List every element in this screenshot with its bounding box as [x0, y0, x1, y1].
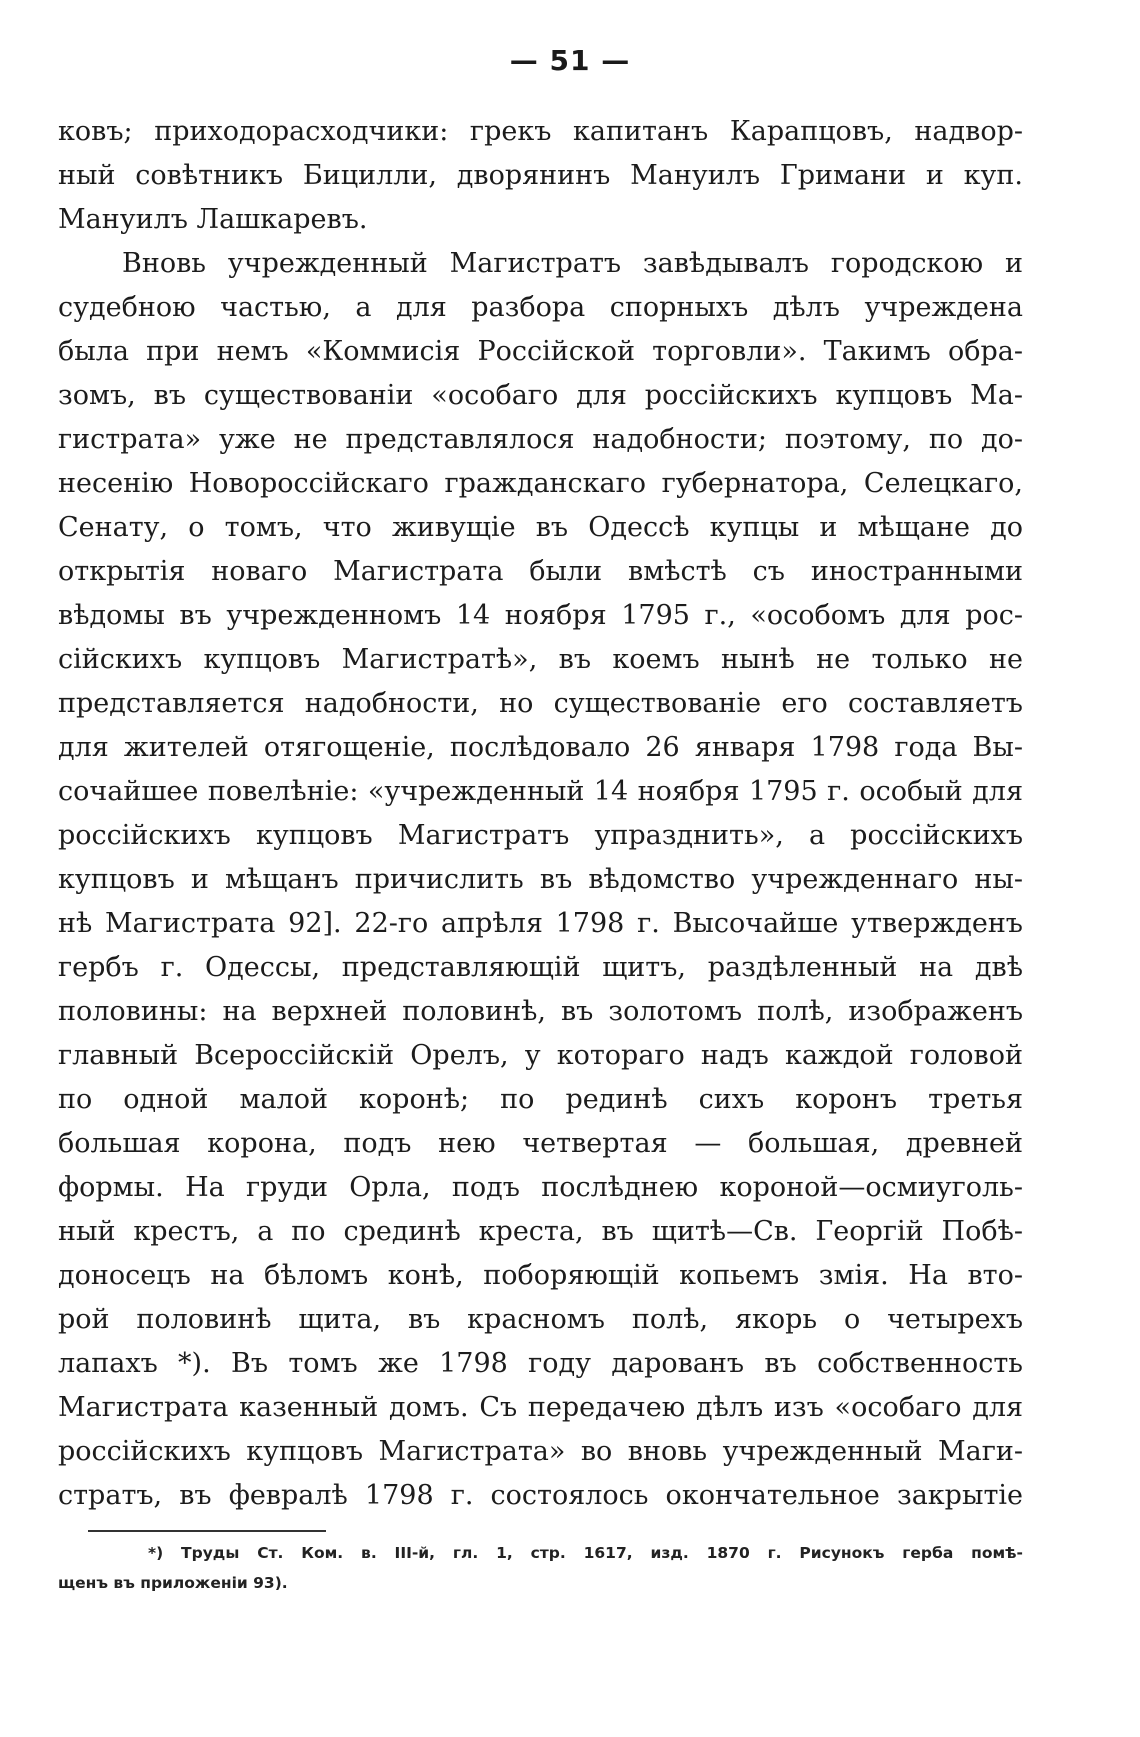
- text-line: ный совѣтникъ Бицилли, дворянинъ Мануилъ Гримани и куп.: [58, 160, 1023, 191]
- paragraph-first-line: Вновь учрежденный Магистратъ завѣдывалъ городскою и: [122, 248, 1023, 279]
- text-line: зомъ, въ существованіи «особаго для россійскихъ купцовъ Ма-: [58, 380, 1023, 411]
- text-line: главный Всероссійскій Орелъ, у котораго надъ каждой головой: [58, 1040, 1023, 1071]
- text-line: ковъ; приходорасходчики: грекъ капитанъ Карапцовъ, надвор-: [58, 116, 1023, 147]
- text-line: для жителей отягощеніе, послѣдовало 26 января 1798 года Вы-: [58, 732, 1023, 763]
- text-line: доносецъ на бѣломъ конѣ, поборяющій копьемъ змія. На вто-: [58, 1260, 1023, 1291]
- text-line: россійскихъ купцовъ Магистратъ упразднить», а россійскихъ: [58, 820, 1023, 851]
- text-line: гербъ г. Одессы, представляющій щитъ, раздѣленный на двѣ: [58, 952, 1023, 983]
- body-text: [58, 110, 1023, 1518]
- text-line: гистрата» уже не представлялося надобности; поэтому, по до-: [58, 424, 1023, 455]
- text-line: рой половинѣ щита, въ красномъ полѣ, якорь о четырехъ: [58, 1304, 1023, 1335]
- text-line: вѣдомы въ учрежденномъ 14 ноября 1795 г., «особомъ для рос-: [58, 600, 1023, 631]
- text-line: Магистрата казенный домъ. Съ передачею дѣлъ изъ «особаго для: [58, 1392, 1023, 1423]
- text-line: Мануилъ Лашкаревъ.: [58, 204, 368, 235]
- text-line: половины: на верхней половинѣ, въ золотомъ полѣ, изображенъ: [58, 996, 1023, 1027]
- text-line: представляется надобности, но существованіе его составляетъ: [58, 688, 1023, 719]
- text-line: ный крестъ, а по срединѣ креста, въ щитѣ—Св. Георгій Побѣ-: [58, 1216, 1023, 1247]
- text-line: судебною частью, а для разбора спорныхъ дѣлъ учреждена: [58, 292, 1023, 323]
- text-line: формы. На груди Орла, подъ послѣднею короной—осмиуголь-: [58, 1172, 1023, 1203]
- footnote-line: щенъ въ приложеніи 93).: [58, 1574, 288, 1592]
- footnote: [58, 1538, 1023, 1598]
- text-line: по одной малой коронѣ; по рединѣ сихъ коронъ третья: [58, 1084, 1023, 1115]
- text-line: лапахъ *). Въ томъ же 1798 году дарованъ въ собственность: [58, 1348, 1023, 1379]
- text-line: Сенату, о томъ, что живущіе въ Одессѣ купцы и мѣщане до: [58, 512, 1023, 543]
- text-line: купцовъ и мѣщанъ причислить въ вѣдомство учрежденнаго ны-: [58, 864, 1023, 895]
- text-line: стратъ, въ февралѣ 1798 г. состоялось окончательное закрытіе: [58, 1480, 1023, 1511]
- text-line: несенію Новороссійскаго гражданскаго губернатора, Селецкаго,: [58, 468, 1023, 499]
- text-line: сочайшее повелѣніе: «учрежденный 14 ноября 1795 г. особый для: [58, 776, 1023, 807]
- text-line: нѣ Магистрата 92]. 22-го апрѣля 1798 г. Высочайше утвержденъ: [58, 908, 1023, 939]
- text-line: сійскихъ купцовъ Магистратѣ», въ коемъ нынѣ не только не: [58, 644, 1023, 675]
- text-line: была при немъ «Коммисія Россійской торговли». Такимъ обра-: [58, 336, 1023, 367]
- footnote-divider: [88, 1530, 326, 1532]
- text-line: открытія новаго Магистрата были вмѣстѣ съ иностранными: [58, 556, 1023, 587]
- page-number: — 51 —: [509, 44, 631, 77]
- footnote-line: *) Труды Ст. Ком. в. III-й, гл. 1, стр. 1617, изд. 1870 г. Рисунокъ герба помѣ-: [148, 1544, 1023, 1562]
- text-line: россійскихъ купцовъ Магистрата» во вновь учрежденный Маги-: [58, 1436, 1023, 1467]
- text-line: большая корона, подъ нею четвертая — большая, древней: [58, 1128, 1023, 1159]
